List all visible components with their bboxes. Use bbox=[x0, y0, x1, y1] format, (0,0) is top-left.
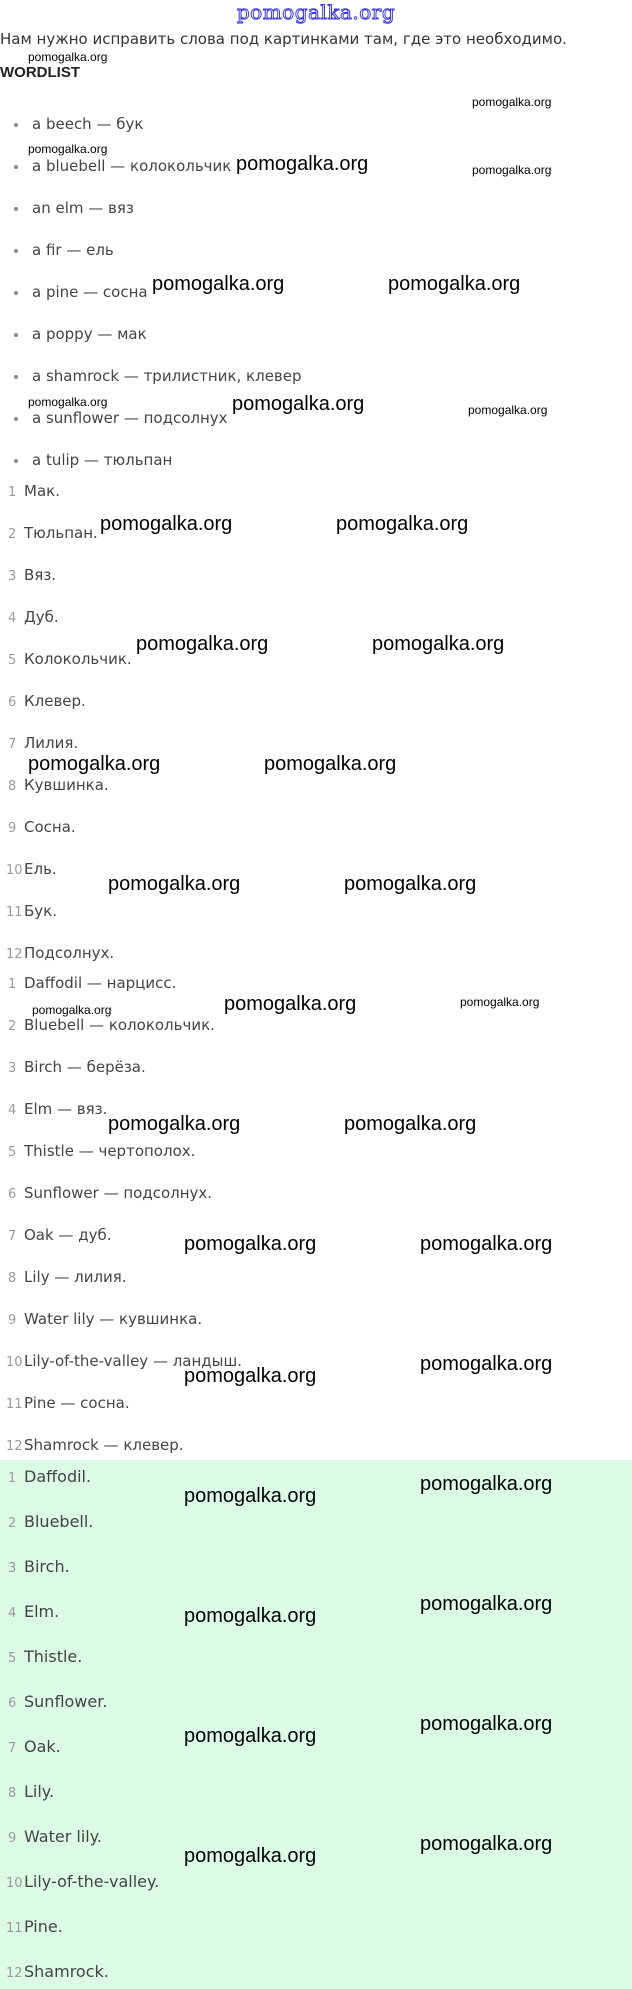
list-item: 5 Колокольчик. bbox=[8, 650, 132, 668]
list-item: 11Бук. bbox=[6, 902, 57, 920]
list-item: 8 Lily — лилия. bbox=[8, 1268, 127, 1286]
list-item: 8 Кувшинка. bbox=[8, 776, 109, 794]
watermark: pomogalka.org bbox=[344, 1113, 477, 1135]
wordlist-item: a shamrock — трилистник, клевер bbox=[14, 367, 302, 385]
answer-item: 1 Daffodil. bbox=[8, 1467, 92, 1486]
list-item: 9 Сосна. bbox=[8, 818, 76, 836]
list-item: 6 Клевер. bbox=[8, 692, 86, 710]
list-item: 4 Elm — вяз. bbox=[8, 1100, 108, 1118]
watermark: pomogalka.org bbox=[468, 403, 548, 417]
watermark: pomogalka.org bbox=[184, 1365, 317, 1387]
watermark: pomogalka.org bbox=[184, 1605, 317, 1627]
watermark: pomogalka.org bbox=[136, 633, 269, 655]
watermark: pomogalka.org bbox=[460, 995, 540, 1009]
watermark: pomogalka.org bbox=[28, 50, 108, 64]
list-item: 7 Лилия. bbox=[8, 734, 79, 752]
bullet-icon bbox=[14, 375, 18, 379]
bullet-icon bbox=[14, 417, 18, 421]
answer-item: 9 Water lily. bbox=[8, 1827, 102, 1846]
watermark: pomogalka.org bbox=[28, 142, 108, 156]
watermark: pomogalka.org bbox=[152, 273, 285, 295]
answer-item: 3 Birch. bbox=[8, 1557, 70, 1576]
watermark: pomogalka.org bbox=[32, 1003, 112, 1017]
watermark: pomogalka.org bbox=[28, 753, 161, 775]
list-item: 2 Bluebell — колокольчик. bbox=[8, 1016, 215, 1034]
watermark: pomogalka.org bbox=[472, 163, 552, 177]
watermark: pomogalka.org bbox=[108, 1113, 241, 1135]
answer-item: 8 Lily. bbox=[8, 1782, 55, 1801]
answer-item: 7 Oak. bbox=[8, 1737, 61, 1756]
bullet-icon bbox=[14, 249, 18, 253]
watermark: pomogalka.org bbox=[184, 1845, 317, 1867]
bullet-icon bbox=[14, 333, 18, 337]
list-item: 10Lily-of-the-valley — ландыш. bbox=[6, 1352, 243, 1370]
bullet-icon bbox=[14, 165, 18, 169]
list-item: 2 Тюльпан. bbox=[8, 524, 98, 542]
list-item: 1 Daffodil — нарцисс. bbox=[8, 974, 177, 992]
wordlist-item: a sunflower — подсолнух bbox=[14, 409, 228, 427]
watermark: pomogalka.org bbox=[236, 153, 369, 175]
watermark: pomogalka.org bbox=[264, 753, 397, 775]
watermark: pomogalka.org bbox=[344, 873, 477, 895]
watermark: pomogalka.org bbox=[184, 1233, 317, 1255]
task-instruction: Нам нужно исправить слова под картинками там, где это необходимо. bbox=[0, 30, 567, 48]
wordlist-item: a beech — бук bbox=[14, 115, 143, 133]
answer-item: 6 Sunflower. bbox=[8, 1692, 108, 1711]
wordlist-item: a poppy — мак bbox=[14, 325, 147, 343]
list-item: 6 Sunflower — подсолнух. bbox=[8, 1184, 213, 1202]
answer-item: 2 Bluebell. bbox=[8, 1512, 94, 1531]
watermark: pomogalka.org bbox=[108, 873, 241, 895]
list-item: 12Подсолнух. bbox=[6, 944, 115, 962]
answer-item: 4 Elm. bbox=[8, 1602, 60, 1621]
answer-item: 5 Thistle. bbox=[8, 1647, 83, 1666]
wordlist-heading: WORDLIST bbox=[0, 64, 80, 81]
wordlist-item: an elm — вяз bbox=[14, 199, 134, 217]
watermark: pomogalka.org bbox=[420, 1713, 553, 1735]
bullet-icon bbox=[14, 207, 18, 211]
wordlist-item: a pine — сосна bbox=[14, 283, 148, 301]
wordlist-item: a tulip — тюльпан bbox=[14, 451, 172, 469]
watermark: pomogalka.org bbox=[420, 1833, 553, 1855]
list-item: 5 Thistle — чертополох. bbox=[8, 1142, 196, 1160]
wordlist-item: a bluebell — колокольчик bbox=[14, 157, 231, 175]
list-item: 7 Oak — дуб. bbox=[8, 1226, 112, 1244]
list-item: 12Shamrock — клевер. bbox=[6, 1436, 184, 1454]
answer-item: 10Lily-of-the-valley. bbox=[6, 1872, 160, 1891]
wordlist-item: a fir — ель bbox=[14, 241, 114, 259]
list-item: 10Ель. bbox=[6, 860, 57, 878]
list-item: 11Pine — сосна. bbox=[6, 1394, 130, 1412]
list-item: 9 Water lily — кувшинка. bbox=[8, 1310, 203, 1328]
watermark: pomogalka.org bbox=[336, 513, 469, 535]
watermark: pomogalka.org bbox=[184, 1485, 317, 1507]
bullet-icon bbox=[14, 291, 18, 295]
watermark: pomogalka.org bbox=[28, 395, 108, 409]
bullet-icon bbox=[14, 123, 18, 127]
watermark: pomogalka.org bbox=[472, 95, 552, 109]
watermark: pomogalka.org bbox=[372, 633, 505, 655]
answer-item: 12Shamrock. bbox=[6, 1962, 109, 1981]
watermark: pomogalka.org bbox=[420, 1473, 553, 1495]
site-logo[interactable]: pomogalka.org bbox=[236, 0, 396, 24]
list-item: 4 Дуб. bbox=[8, 608, 59, 626]
watermark: pomogalka.org bbox=[184, 1725, 317, 1747]
watermark: pomogalka.org bbox=[420, 1593, 553, 1615]
watermark: pomogalka.org bbox=[224, 993, 357, 1015]
list-item: 1 Мак. bbox=[8, 482, 60, 500]
bullet-icon bbox=[14, 459, 18, 463]
watermark: pomogalka.org bbox=[100, 513, 233, 535]
watermark: pomogalka.org bbox=[388, 273, 521, 295]
list-item: 3 Birch — берёза. bbox=[8, 1058, 146, 1076]
watermark: pomogalka.org bbox=[420, 1353, 553, 1375]
watermark: pomogalka.org bbox=[420, 1233, 553, 1255]
list-item: 3 Вяз. bbox=[8, 566, 57, 584]
watermark: pomogalka.org bbox=[232, 393, 365, 415]
answer-item: 11Pine. bbox=[6, 1917, 63, 1936]
